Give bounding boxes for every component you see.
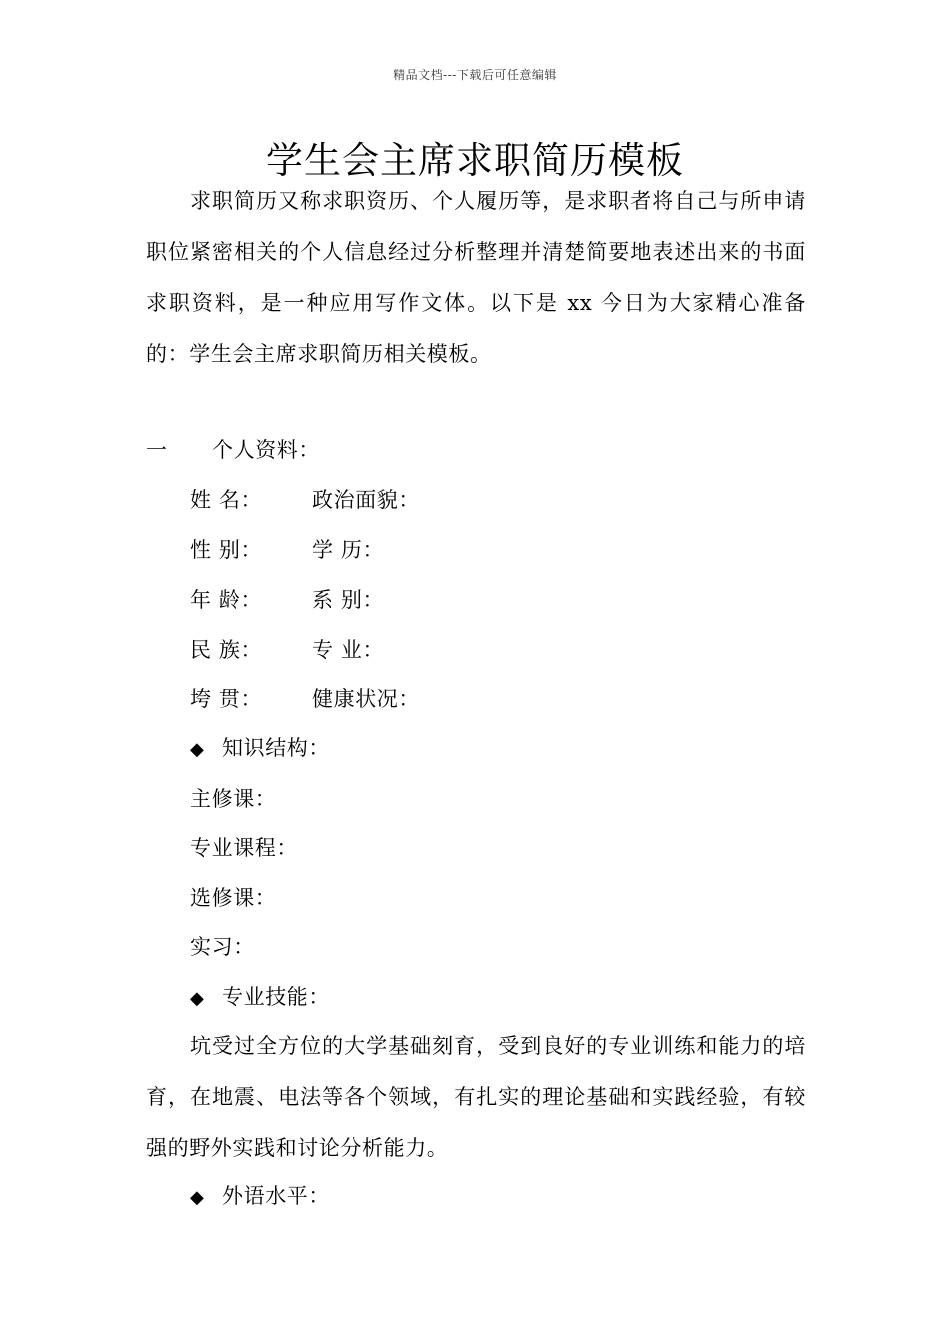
- section-heading-skills: [190, 982, 330, 1014]
- skills-paragraph: 坑受过全方位的大学基础刻育，受到良好的专业训练和能力的培育，在地震、电法等各个领域，有扎实的理论基础和实践经验，有较强的野外实践和讨论分析能力。: [146, 1034, 806, 1160]
- section-heading-knowledge: [190, 733, 330, 765]
- intro-paragraph: 求职简历又称求职资历、个人履历等，是求职者将自己与所申请职位紧密相关的个人信息经过分析整理并清楚简要地表述出来的书面求职资料，是一种应用写作文体。以下是 xx 今日为大家精心准备的：学生会主席求职简历相关模板。: [146, 189, 806, 366]
- knowledge-item-internship: 实习：: [190, 935, 255, 959]
- knowledge-item-electives: 选修课：: [190, 886, 277, 910]
- knowledge-item-professional-courses: 专业课程：: [190, 836, 298, 860]
- diamond-bullet-icon: ◆: [190, 739, 205, 760]
- knowledge-heading: 知识结构：: [222, 736, 330, 760]
- section-heading-language: [190, 1181, 330, 1213]
- field-origin-label: 垮 贯：: [190, 687, 263, 711]
- field-education-label: 学 历：: [312, 538, 385, 562]
- section-heading-personal-info: [146, 435, 320, 465]
- field-age-label: 年 龄：: [190, 588, 263, 612]
- field-political-label: 政治面貌：: [312, 488, 420, 512]
- field-health-label: 健康状况：: [312, 687, 420, 711]
- field-gender-label: 性 别：: [190, 538, 263, 562]
- field-major-label: 专 业：: [312, 638, 385, 662]
- field-name-label: 姓 名：: [190, 488, 263, 512]
- section-label: 个人资料：: [212, 438, 320, 462]
- field-department-label: 系 别：: [312, 588, 385, 612]
- language-heading: 外语水平：: [222, 1184, 330, 1208]
- diamond-bullet-icon: ◆: [190, 988, 205, 1009]
- section-number: 一: [146, 438, 168, 462]
- skills-heading: 专业技能：: [222, 985, 330, 1009]
- page-header: 精品文档---下载后可任意编辑: [393, 68, 557, 82]
- field-ethnicity-label: 民 族：: [190, 638, 263, 662]
- document-title: 学生会主席求职简历模板: [266, 139, 684, 182]
- diamond-bullet-icon: ◆: [190, 1187, 205, 1208]
- knowledge-item-major-courses: 主修课：: [190, 787, 277, 811]
